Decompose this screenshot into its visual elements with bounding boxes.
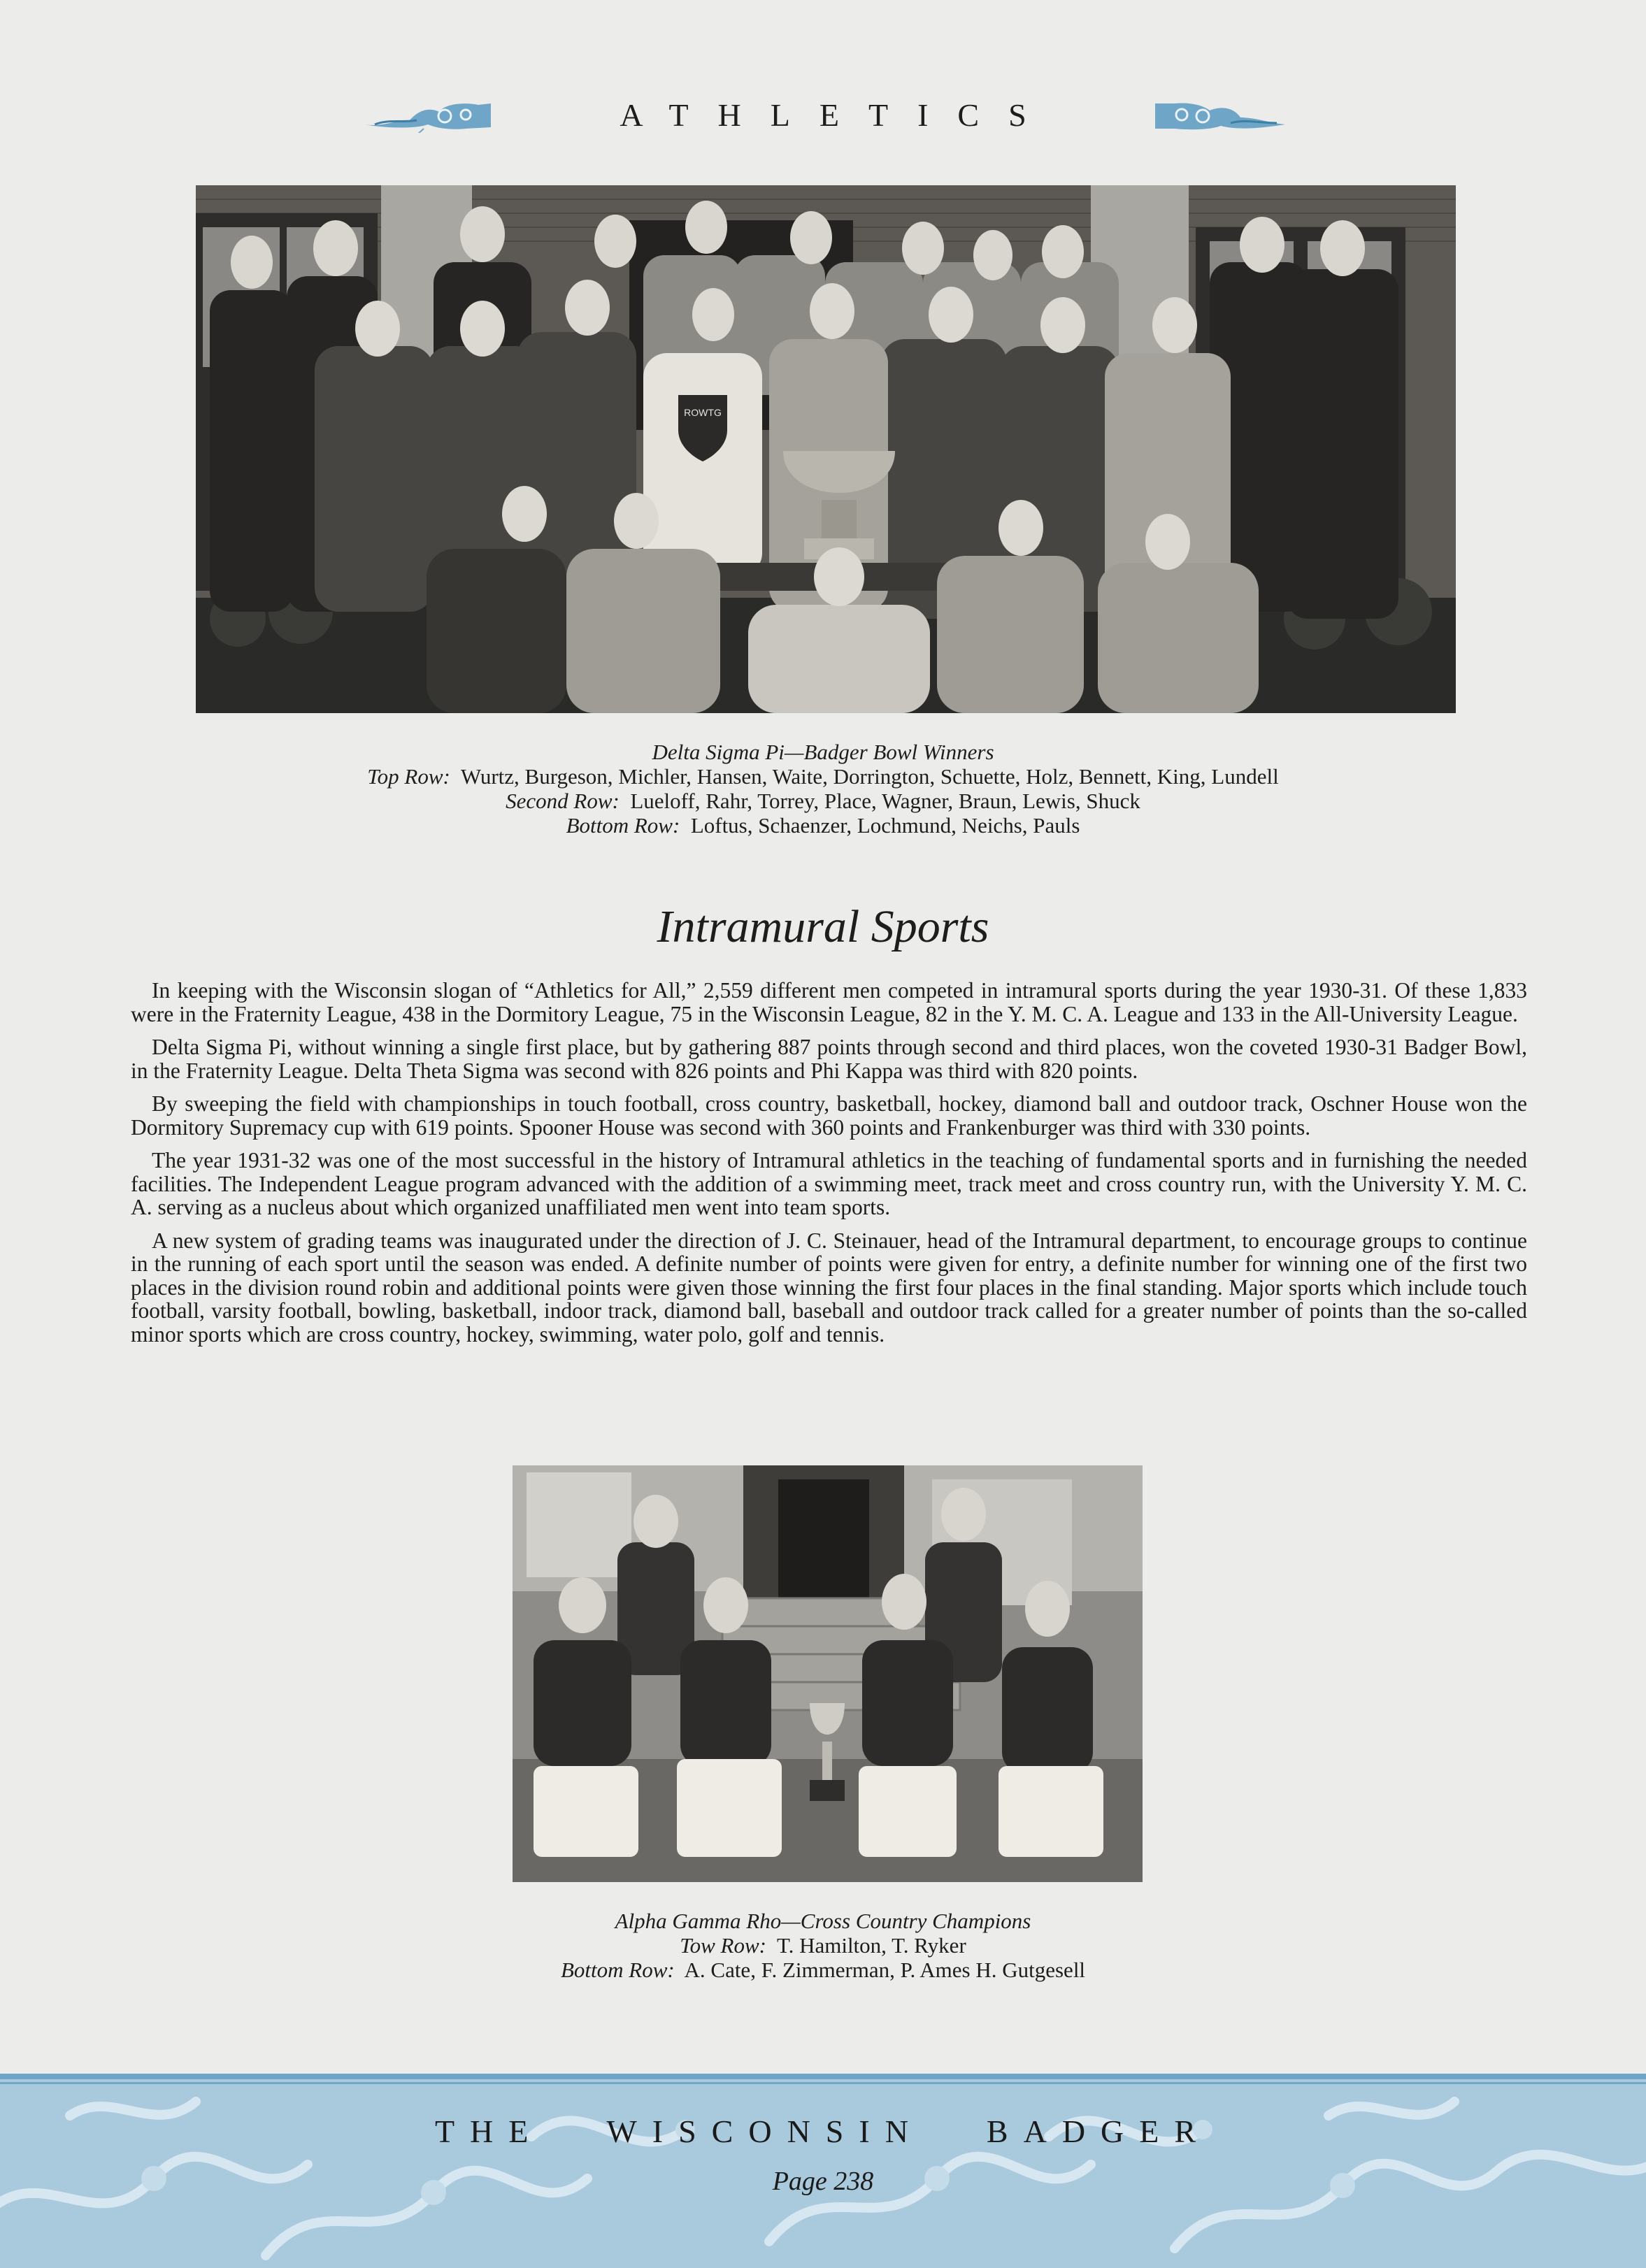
row-label: Second Row: (506, 789, 620, 813)
caption-row (0, 1933, 1646, 1958)
article-body (131, 979, 1527, 1356)
row-label: Bottom Row: (566, 813, 680, 838)
paragraph: In keeping with the Wisconsin slogan of “Athletics for All,” 2,559 different men competed in intramural sports during the year 1930-31. Of these 1,833 were in the Fraternity League, 438 in the Dormitory League, 75 in the Wisconsin League, 82 in the Y. M. C. A. League and 133 in the All-University League. (131, 978, 1527, 1026)
row-names: T. Hamilton, T. Ryker (776, 1933, 966, 1958)
alpha-gamma-rho-team-photo (513, 1465, 1143, 1882)
paragraph: Delta Sigma Pi, without winning a single first place, but by gathering 887 points through second and third places, won the coveted 1930-31 Badger Bowl, in the Fraternity League. Delta Theta Sigma was second with 826 points and Phi Kappa was third with 820 points. (131, 1035, 1527, 1083)
photo2-caption-title: Alpha Gamma Rho—Cross Country Champions (615, 1909, 1031, 1933)
footer-word: WISCONSIN (606, 2113, 924, 2149)
paragraph: A new system of grading teams was inaugurated under the direction of J. C. Steinauer, head of the Intramural department, to encourage groups to continue in the running of each sport until the season was ended. A definite number of points were given for entry, a definite number for winning one of the first two places in the division round robin and additional points were given those winning the first four places in the final standing. Major sports which include touch football, varsity football, bowling, basketball, indoor track, diamond ball, baseball and outdoor track called for a greater number of points than the so-called minor sports which are cross country, hockey, swimming, water polo, golf and tennis. (131, 1228, 1527, 1347)
footer-rule-thin (0, 2082, 1646, 2084)
caption-row (0, 789, 1646, 813)
row-names: Lueloff, Rahr, Torrey, Place, Wagner, Braun, Lewis, Shuck (630, 789, 1140, 813)
caption-row (0, 813, 1646, 838)
row-names: Wurtz, Burgeson, Michler, Hansen, Waite, Dorrington, Schuette, Holz, Bennett, King, Lundell (460, 764, 1279, 789)
running-header (0, 96, 1646, 145)
row-label: Bottom Row: (560, 1958, 675, 1982)
footer-word: BADGER (986, 2113, 1212, 2149)
footer-title (0, 2113, 1646, 2150)
header-title: ATHLETICS (620, 97, 1056, 133)
paragraph: The year 1931-32 was one of the most successful in the history of Intramural athletics in the teaching of fundamental sports and in furnishing the needed facilities. The Independent League program advanced with the addition of a swimming meet, track meet and cross country run, with the University Y. M. C. A. serving as a nucleus about which organized unaffiliated men went into team sports. (131, 1148, 1527, 1219)
scroll-ornament-right-icon (1154, 99, 1287, 133)
section-title: Intramural Sports (657, 901, 989, 952)
photo1-caption (0, 740, 1646, 838)
row-names: Loftus, Schaenzer, Lochmund, Neichs, Pauls (690, 813, 1080, 838)
footer-rule (0, 2074, 1646, 2079)
row-label: Top Row: (367, 764, 450, 789)
photo1-caption-title: Delta Sigma Pi—Badger Bowl Winners (652, 740, 994, 764)
row-label: Tow Row: (680, 1933, 766, 1958)
row-names: A. Cate, F. Zimmerman, P. Ames H. Gutgesell (684, 1958, 1086, 1982)
paragraph: By sweeping the field with championships in touch football, cross country, basketball, hockey, diamond ball and outdoor track, Oschner House won the Dormitory Supremacy cup with 619 points. Spooner House was second with 360 points and Frankenburger was third with 330 points. (131, 1091, 1527, 1140)
footer-word: THE (434, 2113, 544, 2149)
photo2-caption (0, 1909, 1646, 1982)
delta-sigma-pi-group-photo (196, 185, 1456, 713)
caption-row (0, 764, 1646, 789)
page-number: Page 238 (772, 2167, 874, 2196)
caption-row (0, 1958, 1646, 1982)
sweater-letters: ROWTG (684, 407, 722, 418)
